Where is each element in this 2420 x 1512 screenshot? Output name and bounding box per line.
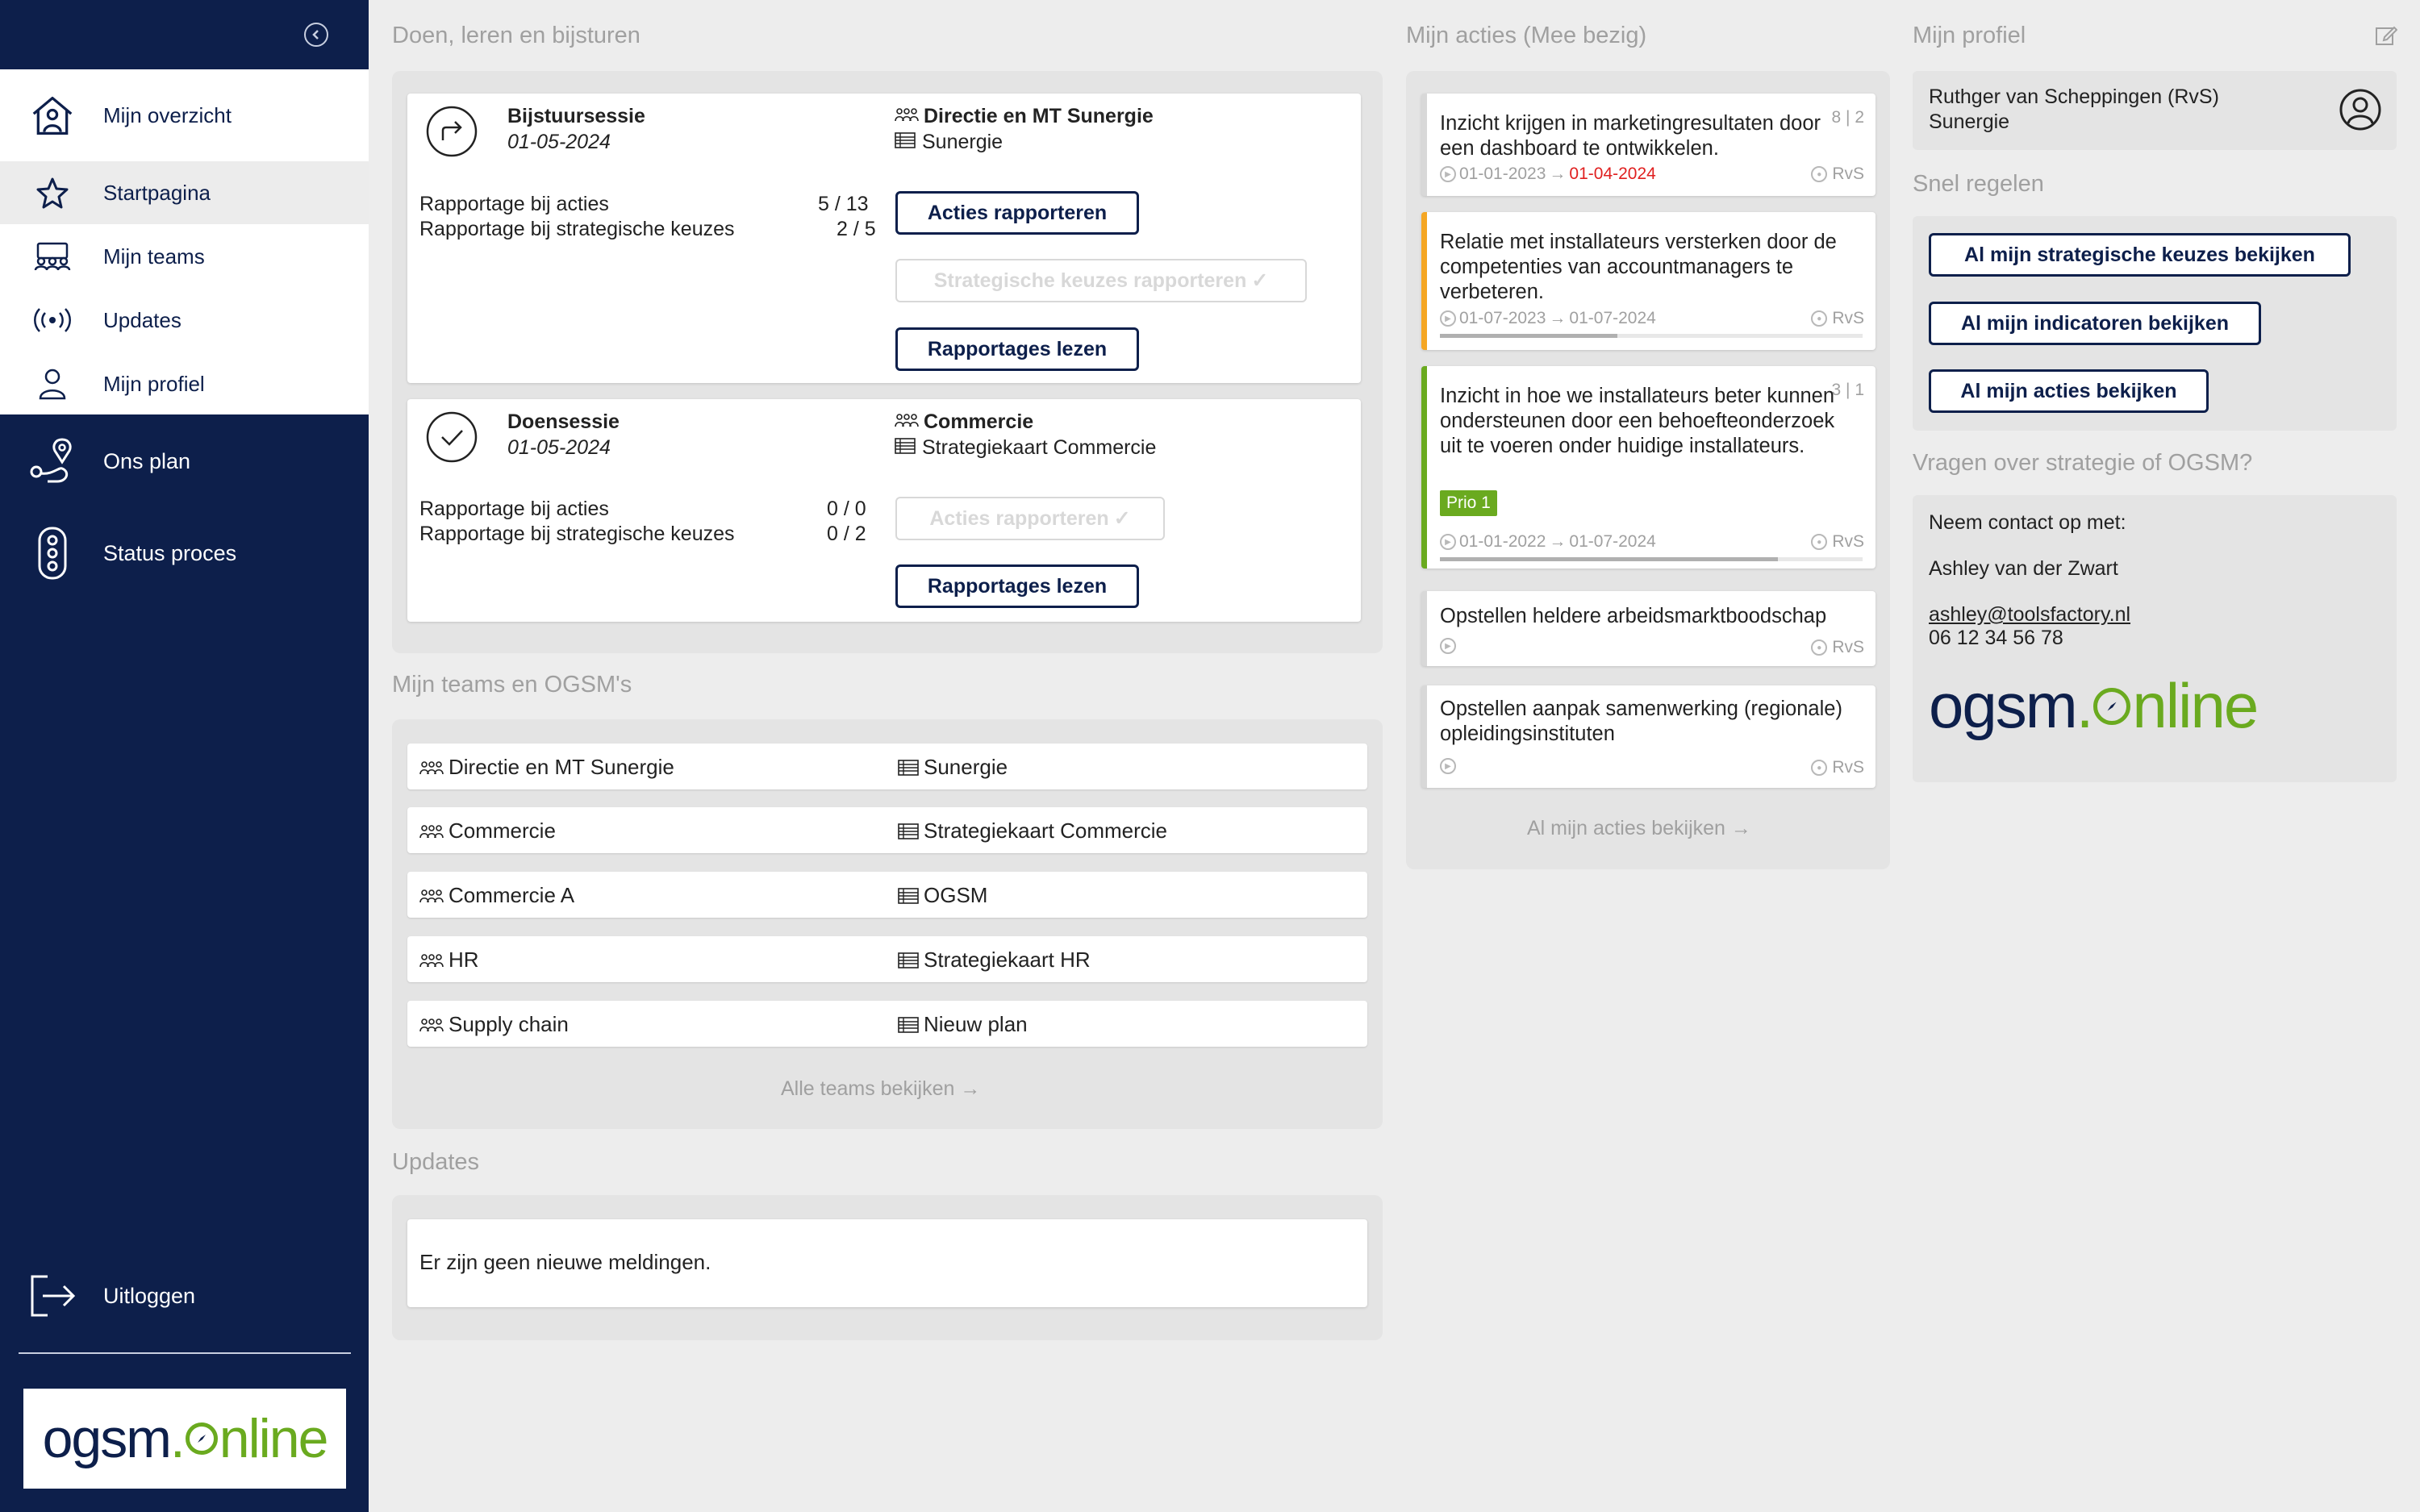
profile-name: Ruthger van Scheppingen (RvS) bbox=[1929, 85, 2219, 108]
report-actions-value: 5 / 13 bbox=[818, 193, 869, 215]
team-name: Supply chain bbox=[419, 1012, 569, 1037]
updates-empty-text: Er zijn geen nieuwe meldingen. bbox=[419, 1250, 711, 1274]
team-name: Commercie bbox=[419, 818, 556, 843]
sidebar-item-label: Startpagina bbox=[103, 180, 211, 205]
arrow-right-icon: → bbox=[1730, 817, 1751, 839]
play-icon: ▶ bbox=[1440, 310, 1456, 327]
action-count: 8 | 2 bbox=[1831, 108, 1864, 127]
grid-table-icon bbox=[898, 1017, 919, 1033]
user-icon: ● bbox=[1811, 534, 1827, 550]
report-actions-button[interactable]: Acties rapporteren ✓ bbox=[895, 497, 1165, 540]
action-count: 3 | 1 bbox=[1831, 381, 1864, 399]
plan-name: Nieuw plan bbox=[898, 1012, 1028, 1037]
grid-table-icon bbox=[895, 131, 916, 154]
grid-table-icon bbox=[898, 952, 919, 968]
action-progress-bar bbox=[1440, 557, 1863, 561]
team-icon bbox=[895, 410, 919, 434]
section-title-actions: Mijn acties (Mee bezig) bbox=[1406, 23, 1647, 48]
sidebar-item-label: Mijn profiel bbox=[103, 371, 205, 396]
view-strategic-choices-button[interactable]: Al mijn strategische keuzes bekijken bbox=[1929, 233, 2351, 277]
team-name: Directie en MT Sunergie bbox=[419, 755, 674, 780]
logout-button[interactable] bbox=[0, 1266, 369, 1326]
play-icon: ▶ bbox=[1440, 638, 1456, 654]
team-row[interactable] bbox=[407, 807, 1367, 853]
compass-icon bbox=[2093, 688, 2130, 725]
collapse-sidebar-button[interactable] bbox=[304, 23, 328, 47]
updates-card bbox=[407, 1219, 1367, 1307]
logout-icon bbox=[24, 1274, 81, 1318]
report-choices-label: Rapportage bij strategische keuzes bbox=[419, 218, 735, 240]
report-choices-label: Rapportage bij strategische keuzes bbox=[419, 523, 735, 545]
section-title-quick: Snel regelen bbox=[1913, 171, 2044, 197]
contact-email-link[interactable]: ashley@toolsfactory.nl bbox=[1929, 603, 2131, 626]
star-icon bbox=[31, 177, 74, 209]
all-teams-link[interactable]: Alle teams bekijken → bbox=[781, 1077, 981, 1100]
report-actions-label: Rapportage bij acties bbox=[419, 498, 609, 520]
contact-name: Ashley van der Zwart bbox=[1929, 557, 2118, 580]
plan-name: Strategiekaart Commercie bbox=[898, 818, 1167, 843]
chevron-left-icon bbox=[311, 29, 322, 40]
report-choices-value: 2 / 5 bbox=[837, 218, 876, 240]
report-actions-label: Rapportage bij acties bbox=[419, 193, 609, 215]
report-actions-value: 0 / 0 bbox=[827, 498, 866, 520]
action-owner: ● RvS bbox=[1811, 758, 1864, 777]
sidebar-item-startpagina[interactable] bbox=[0, 161, 369, 224]
action-card[interactable] bbox=[1421, 366, 1876, 569]
read-reports-button[interactable]: Rapportages lezen bbox=[895, 564, 1139, 608]
action-owner: ● RvS bbox=[1811, 309, 1864, 328]
grid-table-icon bbox=[898, 823, 919, 839]
contact-panel bbox=[1913, 495, 2397, 782]
team-row[interactable] bbox=[407, 1001, 1367, 1047]
team-icon bbox=[419, 888, 444, 904]
sidebar-item-label: Updates bbox=[103, 307, 182, 332]
read-reports-button[interactable]: Rapportages lezen bbox=[895, 327, 1139, 371]
check-circle-icon bbox=[425, 410, 478, 468]
broadcast-icon bbox=[31, 308, 74, 332]
user-circle-icon[interactable] bbox=[2339, 88, 2382, 135]
action-progress-bar bbox=[1440, 334, 1863, 338]
sidebar-item-status-proces[interactable] bbox=[0, 521, 369, 585]
sidebar-item-updates[interactable] bbox=[0, 289, 369, 352]
home-user-icon bbox=[31, 93, 74, 138]
compass-icon bbox=[186, 1422, 218, 1455]
sidebar-item-label: Status proces bbox=[103, 540, 237, 565]
report-actions-button[interactable]: Acties rapporteren bbox=[895, 191, 1139, 235]
session-date: 01-05-2024 bbox=[507, 131, 611, 153]
team-icon bbox=[419, 823, 444, 839]
priority-badge: Prio 1 bbox=[1440, 490, 1497, 516]
section-title-teams: Mijn teams en OGSM's bbox=[392, 672, 632, 698]
session-date: 01-05-2024 bbox=[507, 436, 611, 459]
sidebar-item-mijn-profiel[interactable] bbox=[0, 352, 369, 415]
team-name: HR bbox=[419, 948, 479, 973]
view-indicators-button[interactable]: Al mijn indicatoren bekijken bbox=[1929, 302, 2261, 345]
section-title-doen: Doen, leren en bijsturen bbox=[392, 23, 640, 48]
report-choices-button[interactable]: Strategische keuzes rapporteren ✓ bbox=[895, 259, 1307, 302]
all-actions-link[interactable]: Al mijn acties bekijken → bbox=[1527, 817, 1751, 839]
team-icon bbox=[419, 952, 444, 968]
team-icon bbox=[31, 242, 74, 271]
overdue-date: 01-04-2024 bbox=[1569, 165, 1656, 183]
section-title-contact: Vragen over strategie of OGSM? bbox=[1913, 450, 2253, 476]
action-title: Inzicht in hoe we installateurs beter kunnen ondersteunen door een behoefteonderzoek uit te voeren onder huidige installateurs. bbox=[1440, 385, 1835, 457]
action-dates bbox=[1440, 758, 1456, 774]
ogsm-online-logo: ogsm . nline bbox=[1929, 670, 2258, 741]
traffic-light-icon bbox=[24, 527, 81, 580]
section-title-profile: Mijn profiel bbox=[1913, 23, 2026, 48]
team-icon bbox=[419, 1017, 444, 1033]
sidebar-item-mijn-overzicht[interactable] bbox=[0, 81, 369, 150]
user-icon: ● bbox=[1811, 639, 1827, 656]
session-card bbox=[407, 399, 1361, 622]
action-title: Relatie met installateurs versterken door de competenties van accountmanagers te verbeteren. bbox=[1440, 231, 1837, 303]
sidebar-top bbox=[0, 0, 369, 69]
action-owner: ● RvS bbox=[1811, 638, 1864, 657]
plan-name: Strategiekaart HR bbox=[898, 948, 1091, 973]
action-card[interactable] bbox=[1421, 212, 1876, 350]
profile-panel bbox=[1913, 71, 2397, 150]
action-title: Opstellen aanpak samenwerking (regionale) opleidingsinstituten bbox=[1440, 698, 1842, 745]
team-icon bbox=[419, 760, 444, 776]
team-icon bbox=[895, 105, 919, 128]
play-icon: ▶ bbox=[1440, 166, 1456, 182]
team-row[interactable] bbox=[407, 872, 1367, 918]
action-card[interactable] bbox=[1421, 94, 1876, 196]
team-row[interactable] bbox=[407, 936, 1367, 982]
profile-org: Sunergie bbox=[1929, 110, 2010, 133]
section-title-updates: Updates bbox=[392, 1149, 480, 1175]
check-icon: ✓ bbox=[1251, 269, 1269, 292]
action-dates: ▶ 01-01-2022 → 01-07-2024 bbox=[1440, 532, 1656, 552]
session-plan: Strategiekaart Commercie bbox=[895, 436, 1156, 460]
session-team: Directie en MT Sunergie bbox=[895, 105, 1154, 128]
action-title: Inzicht krijgen in marketingresultaten door een dashboard te ontwikkelen. bbox=[1440, 112, 1821, 160]
logout-label: Uitloggen bbox=[103, 1283, 196, 1308]
grid-table-icon bbox=[898, 760, 919, 776]
plan-name: OGSM bbox=[898, 883, 987, 908]
user-icon: ● bbox=[1811, 760, 1827, 776]
session-type: Bijstuursessie bbox=[507, 105, 645, 127]
ogsm-online-logo: ogsm . nline bbox=[42, 1408, 328, 1469]
plan-name: Sunergie bbox=[898, 755, 1008, 780]
contact-phone: 06 12 34 56 78 bbox=[1929, 627, 2063, 649]
sidebar-item-ons-plan[interactable] bbox=[0, 430, 369, 493]
check-icon: ✓ bbox=[1113, 507, 1131, 530]
session-team: Commercie bbox=[895, 410, 1033, 434]
arrow-right-icon: → bbox=[960, 1077, 981, 1100]
edit-icon[interactable] bbox=[2375, 24, 2397, 51]
user-icon: ● bbox=[1811, 310, 1827, 327]
sidebar-item-label: Mijn teams bbox=[103, 244, 205, 269]
user-icon bbox=[31, 368, 74, 400]
play-icon: ▶ bbox=[1440, 534, 1456, 550]
redirect-arrow-icon bbox=[425, 105, 478, 162]
play-icon: ▶ bbox=[1440, 758, 1456, 774]
action-dates: ▶ 01-01-2023 → 01-04-2024 bbox=[1440, 165, 1656, 184]
action-owner: ● RvS bbox=[1811, 532, 1864, 552]
sidebar-divider bbox=[19, 1352, 351, 1354]
action-card[interactable] bbox=[1421, 685, 1876, 788]
action-title: Opstellen heldere arbeidsmarktboodschap bbox=[1440, 605, 1827, 627]
view-actions-button[interactable]: Al mijn acties bekijken bbox=[1929, 369, 2209, 413]
sidebar-item-label: Ons plan bbox=[103, 448, 191, 473]
contact-intro: Neem contact op met: bbox=[1929, 511, 2126, 534]
route-icon bbox=[24, 436, 81, 486]
sidebar-item-label: Mijn overzicht bbox=[103, 102, 232, 127]
action-owner: ● RvS bbox=[1811, 165, 1864, 184]
team-name: Commercie A bbox=[419, 883, 574, 908]
action-dates: ▶ 01-07-2023 → 01-07-2024 bbox=[1440, 309, 1656, 328]
session-type: Doensessie bbox=[507, 410, 620, 433]
user-icon: ● bbox=[1811, 166, 1827, 182]
action-dates bbox=[1440, 638, 1456, 654]
sidebar-logo[interactable] bbox=[23, 1389, 346, 1489]
session-card bbox=[407, 94, 1361, 383]
grid-table-icon bbox=[895, 436, 916, 460]
grid-table-icon bbox=[898, 888, 919, 904]
report-choices-value: 0 / 2 bbox=[827, 523, 866, 545]
sidebar-item-mijn-teams[interactable] bbox=[0, 225, 369, 288]
session-plan: Sunergie bbox=[895, 131, 1003, 154]
sidebar bbox=[0, 0, 369, 1512]
team-row[interactable] bbox=[407, 744, 1367, 789]
action-card[interactable] bbox=[1421, 591, 1876, 666]
